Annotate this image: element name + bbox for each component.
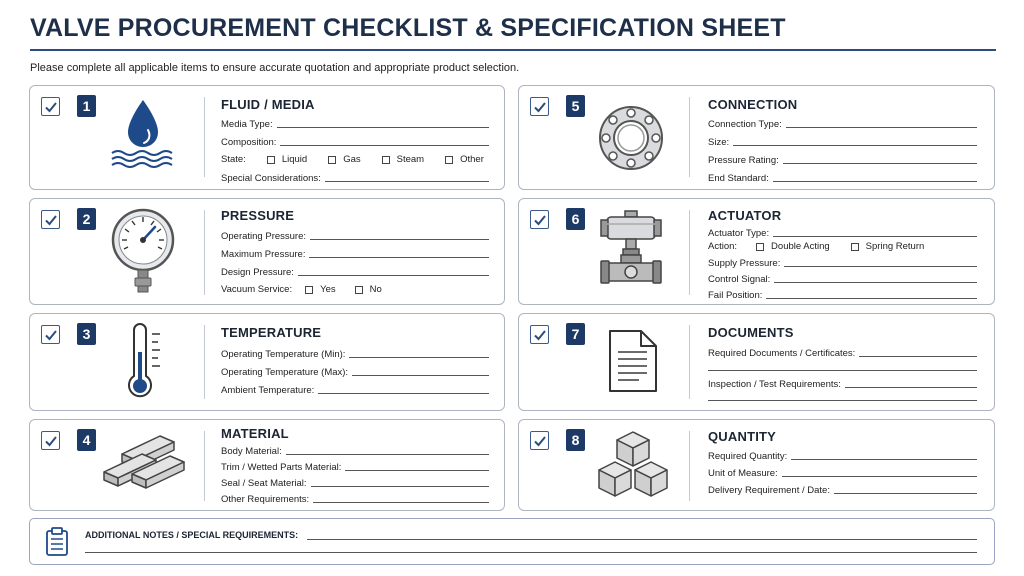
section-material xyxy=(29,419,505,511)
vacuum-option-yes[interactable]: Yes xyxy=(305,284,336,295)
section-fluid-media xyxy=(29,85,505,190)
section-quantity xyxy=(518,419,995,511)
page-title: VALVE PROCUREMENT CHECKLIST & SPECIFICATION SHEET xyxy=(30,14,786,42)
body-material-field[interactable]: Body Material: xyxy=(221,444,489,457)
checkmark-icon xyxy=(533,434,547,448)
unit-of-measure-field[interactable]: Unit of Measure: xyxy=(708,466,977,479)
section-title: QUANTITY xyxy=(708,429,777,444)
boxes-icon xyxy=(595,428,671,507)
inspection-extra-line[interactable] xyxy=(708,400,977,401)
action-options: Action: Double Acting Spring Return xyxy=(708,241,925,252)
actuator-type-field[interactable]: Actuator Type: xyxy=(708,226,977,239)
composition-field[interactable]: Composition: xyxy=(221,135,489,148)
required-documents-field[interactable]: Required Documents / Certificates: xyxy=(708,346,977,359)
water-drop-icon xyxy=(108,96,178,176)
section-divider xyxy=(689,431,690,501)
section-checkbox[interactable] xyxy=(41,97,60,116)
section-title: ACTUATOR xyxy=(708,208,782,223)
checkmark-icon xyxy=(44,100,58,114)
checkmark-icon xyxy=(44,434,58,448)
seal-seat-material-field[interactable]: Seal / Seat Material: xyxy=(221,476,489,489)
state-option-other[interactable]: Other xyxy=(445,154,484,165)
state-option-liquid[interactable]: Liquid xyxy=(267,154,307,165)
supply-pressure-field[interactable]: Supply Pressure: xyxy=(708,256,977,269)
section-number: 6 xyxy=(566,208,585,230)
notes-line-2[interactable] xyxy=(85,552,977,553)
additional-notes-box xyxy=(29,518,995,565)
section-connection xyxy=(518,85,995,190)
section-number: 4 xyxy=(77,429,96,451)
section-checkbox[interactable] xyxy=(530,210,549,229)
state-option-gas[interactable]: Gas xyxy=(328,154,360,165)
section-documents xyxy=(518,313,995,411)
section-divider xyxy=(689,325,690,399)
section-divider xyxy=(689,210,690,295)
section-title: FLUID / MEDIA xyxy=(221,97,315,112)
checkmark-icon xyxy=(44,328,58,342)
operating-temperature-min-field[interactable]: Operating Temperature (Min): xyxy=(221,347,489,360)
checkmark-icon xyxy=(533,213,547,227)
section-divider xyxy=(204,325,205,399)
maximum-pressure-field[interactable]: Maximum Pressure: xyxy=(221,247,489,260)
section-temperature xyxy=(29,313,505,411)
section-title: PRESSURE xyxy=(221,208,295,223)
required-documents-extra-line[interactable] xyxy=(708,370,977,371)
section-number: 5 xyxy=(566,95,585,117)
page-subtitle: Please complete all applicable items to ensure accurate quotation and appropriate product selection. xyxy=(30,62,520,74)
section-number: 1 xyxy=(77,95,96,117)
notes-line-1[interactable] xyxy=(307,539,977,540)
actuator-valve-icon xyxy=(599,209,663,302)
action-option-spring-return[interactable]: Spring Return xyxy=(851,241,925,252)
operating-temperature-max-field[interactable]: Operating Temperature (Max): xyxy=(221,365,489,378)
checkmark-icon xyxy=(44,213,58,227)
design-pressure-field[interactable]: Design Pressure: xyxy=(221,265,489,278)
flange-icon xyxy=(597,104,665,177)
checkmark-icon xyxy=(533,100,547,114)
section-number: 7 xyxy=(566,323,585,345)
section-pressure xyxy=(29,198,505,305)
clipboard-icon xyxy=(45,527,69,562)
pressure-gauge-icon xyxy=(110,207,176,300)
checkmark-icon xyxy=(533,328,547,342)
section-number: 2 xyxy=(77,208,96,230)
required-quantity-field[interactable]: Required Quantity: xyxy=(708,449,977,462)
size-field[interactable]: Size: xyxy=(708,135,977,148)
inspection-test-requirements-field[interactable]: Inspection / Test Requirements: xyxy=(708,377,977,390)
section-number: 3 xyxy=(77,323,96,345)
connection-type-field[interactable]: Connection Type: xyxy=(708,117,977,130)
section-number: 8 xyxy=(566,429,585,451)
title-divider xyxy=(30,49,996,51)
action-option-double-acting[interactable]: Double Acting xyxy=(756,241,830,252)
section-divider xyxy=(204,97,205,177)
other-requirements-field[interactable]: Other Requirements: xyxy=(221,492,489,505)
delivery-requirement-field[interactable]: Delivery Requirement / Date: xyxy=(708,483,977,496)
operating-pressure-field[interactable]: Operating Pressure: xyxy=(221,229,489,242)
section-checkbox[interactable] xyxy=(41,325,60,344)
pressure-rating-field[interactable]: Pressure Rating: xyxy=(708,153,977,166)
metal-bars-icon xyxy=(100,430,186,499)
special-considerations-field[interactable]: Special Considerations: xyxy=(221,171,489,184)
section-checkbox[interactable] xyxy=(41,210,60,229)
section-divider xyxy=(204,210,205,295)
control-signal-field[interactable]: Control Signal: xyxy=(708,272,977,285)
ambient-temperature-field[interactable]: Ambient Temperature: xyxy=(221,383,489,396)
section-divider xyxy=(689,97,690,177)
state-options: State: Liquid Gas Steam Other xyxy=(221,154,484,165)
section-title: CONNECTION xyxy=(708,97,798,112)
section-title: MATERIAL xyxy=(221,426,289,441)
thermometer-icon xyxy=(122,322,166,409)
notes-label: ADDITIONAL NOTES / SPECIAL REQUIREMENTS: xyxy=(85,530,299,540)
state-option-steam[interactable]: Steam xyxy=(382,154,424,165)
media-type-field[interactable]: Media Type: xyxy=(221,117,489,130)
vacuum-option-no[interactable]: No xyxy=(355,284,382,295)
trim-material-field[interactable]: Trim / Wetted Parts Material: xyxy=(221,460,489,473)
section-title: DOCUMENTS xyxy=(708,325,794,340)
section-title: TEMPERATURE xyxy=(221,325,322,340)
fail-position-field[interactable]: Fail Position: xyxy=(708,288,977,301)
section-checkbox[interactable] xyxy=(41,431,60,450)
section-checkbox[interactable] xyxy=(530,431,549,450)
end-standard-field[interactable]: End Standard: xyxy=(708,171,977,184)
vacuum-service-options: Vacuum Service: Yes No xyxy=(221,284,382,295)
section-checkbox[interactable] xyxy=(530,97,549,116)
section-actuator xyxy=(518,198,995,305)
section-checkbox[interactable] xyxy=(530,325,549,344)
document-icon xyxy=(607,328,659,399)
section-divider xyxy=(204,431,205,501)
